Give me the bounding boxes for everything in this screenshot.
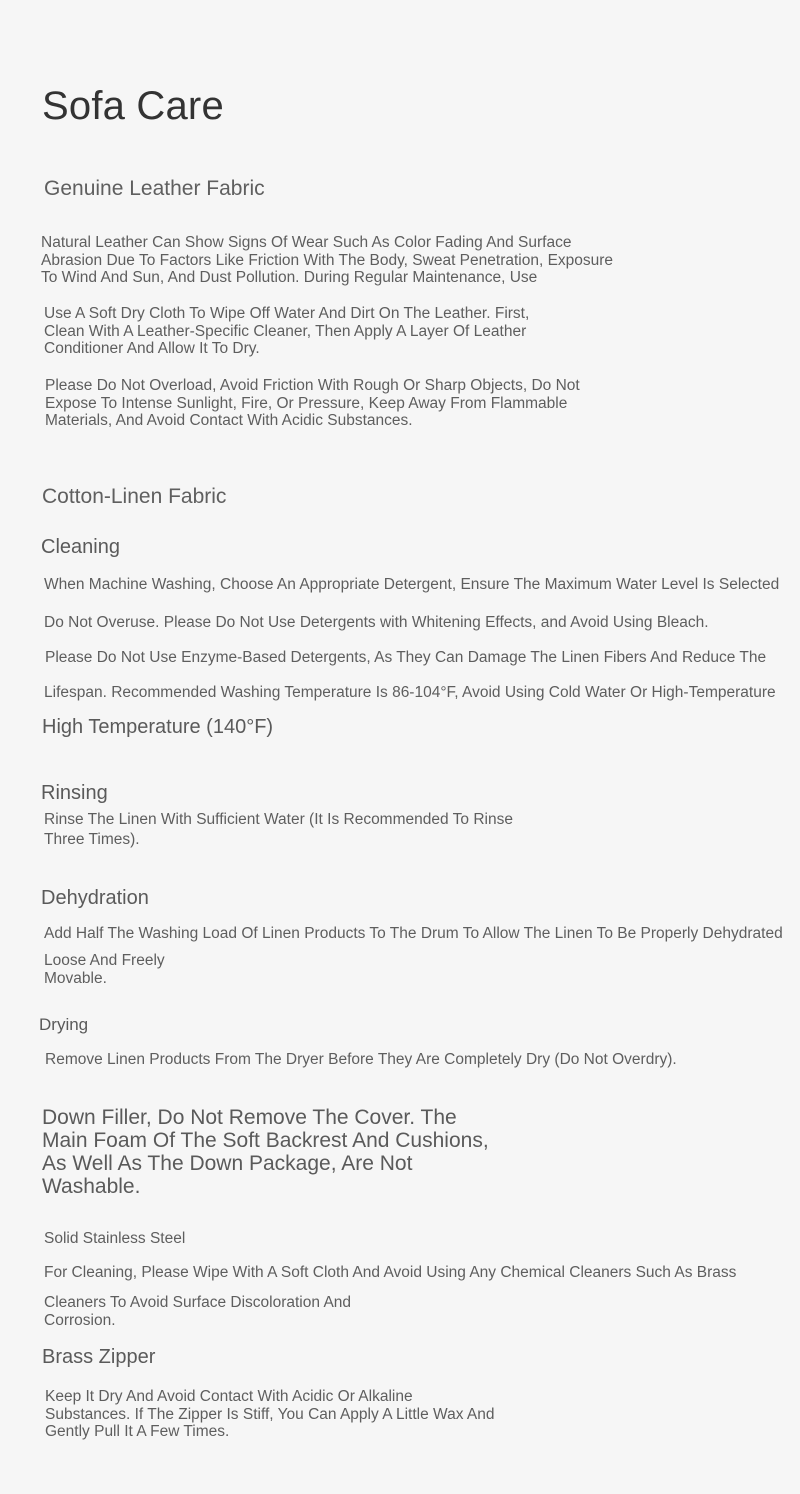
dehydration-line-2: Loose And Freely Movable. <box>44 952 165 987</box>
rinsing-heading: Rinsing <box>41 782 108 804</box>
cleaning-line-1: When Machine Washing, Choose An Appropriate Detergent, Ensure The Maximum Water Level Is Selected <box>44 576 780 593</box>
down-filler-text: Down Filler, Do Not Remove The Cover. The Main Foam Of The Soft Backrest And Cushions, As Well As The Down Package, Are Not Washable. <box>42 1106 489 1198</box>
leather-heading: Genuine Leather Fabric <box>44 177 265 200</box>
leather-intro: Natural Leather Can Show Signs Of Wear Such As Color Fading And Surface Abrasion Due To Factors Like Friction With The Body, Sweat Penetration, Exposure To Wind And Sun, And Dust Pollution. During Regular Maintenance, Use <box>41 234 614 286</box>
drying-heading: Drying <box>39 1015 89 1034</box>
cleaning-heading: Cleaning <box>41 536 120 558</box>
leather-cleaning-text: Use A Soft Dry Cloth To Wipe Off Water And Dirt On The Leather. First, Clean With A Leather-Specific Cleaner, Then Apply A Layer Of Leather Conditioner And Allow It To Dry. <box>44 305 530 357</box>
stainless-line-1: For Cleaning, Please Wipe With A Soft Cloth And Avoid Using Any Chemical Cleaners Such As Brass <box>44 1264 737 1281</box>
cotton-linen-heading: Cotton-Linen Fabric <box>42 485 227 508</box>
dehydration-line-1: Add Half The Washing Load Of Linen Products To The Drum To Allow The Linen To Be Properly Dehydrated <box>44 925 783 942</box>
rinsing-text: Rinse The Linen With Sufficient Water (It Is Recommended To Rinse Three Times). <box>44 811 513 848</box>
dehydration-heading: Dehydration <box>41 887 149 909</box>
cleaning-line-2: Do Not Overuse. Please Do Not Use Detergents with Whitening Effects, and Avoid Using Bleach. <box>44 614 709 631</box>
high-temperature-label: High Temperature (140°F) <box>42 716 274 738</box>
stainless-line-2: Cleaners To Avoid Surface Discoloration And Corrosion. <box>44 1294 352 1329</box>
stainless-heading: Solid Stainless Steel <box>44 1230 186 1247</box>
zipper-heading: Brass Zipper <box>42 1346 156 1368</box>
cleaning-line-3: Please Do Not Use Enzyme-Based Detergents, As They Can Damage The Linen Fibers And Reduce The <box>45 649 767 666</box>
cleaning-line-4: Lifespan. Recommended Washing Temperature Is 86-104°F, Avoid Using Cold Water Or High-Temperature <box>44 684 776 701</box>
page-title: Sofa Care <box>42 84 224 128</box>
leather-warning-text: Please Do Not Overload, Avoid Friction With Rough Or Sharp Objects, Do Not Expose To Intense Sunlight, Fire, Or Pressure, Keep Away From Flammable Materials, And Avoid Contact With Acidic Substances. <box>45 377 580 429</box>
drying-text: Remove Linen Products From The Dryer Before They Are Completely Dry (Do Not Overdry). <box>45 1051 677 1068</box>
zipper-text: Keep It Dry And Avoid Contact With Acidic Or Alkaline Substances. If The Zipper Is Stiff, You Can Apply A Little Wax And Gently Pull It A Few Times. <box>45 1388 495 1440</box>
